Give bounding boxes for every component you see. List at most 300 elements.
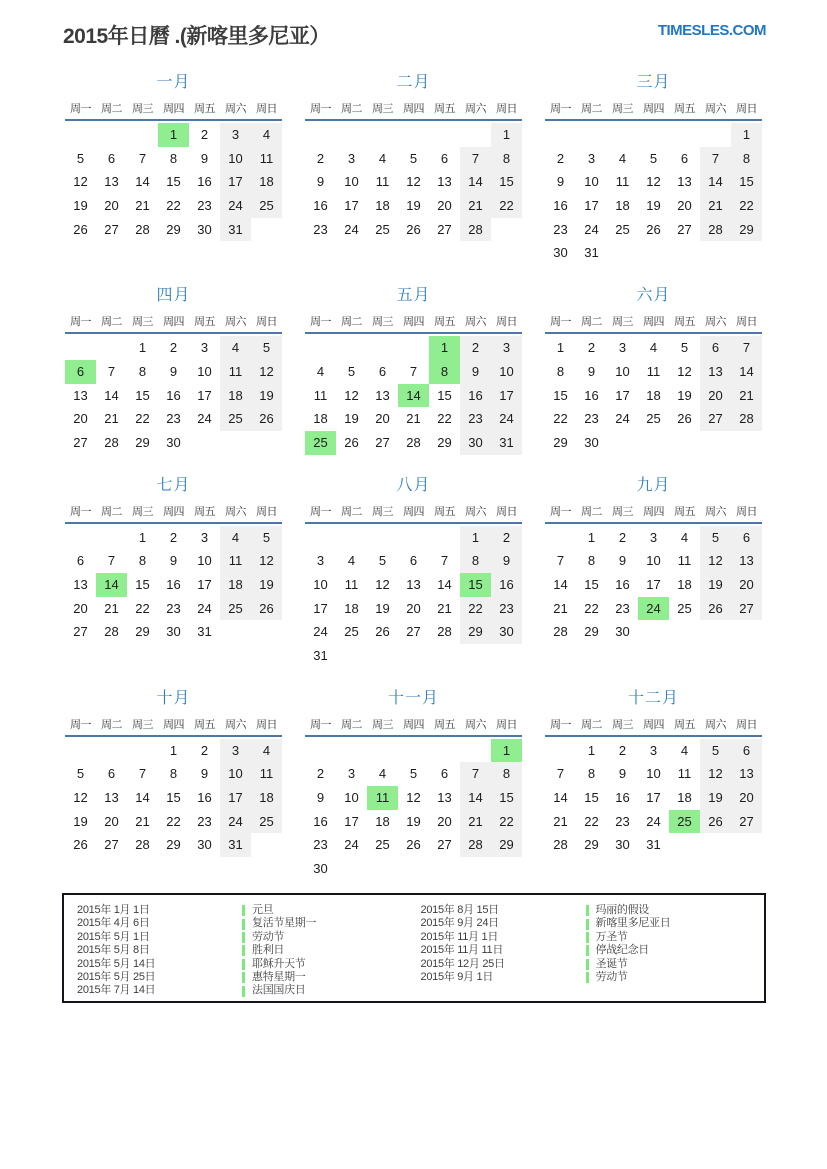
day-cell: 3	[347, 766, 356, 782]
day-cell	[545, 526, 576, 550]
day-cell	[189, 431, 220, 455]
day-cell: 25	[251, 194, 282, 218]
day-cell: 24	[313, 624, 328, 640]
weekday-label: 周四	[643, 103, 664, 115]
day-cell	[398, 123, 429, 147]
day-cell: 15	[491, 786, 522, 810]
day-cell: 15	[584, 576, 599, 592]
day-cell: 18	[220, 384, 251, 408]
day-cell: 30	[491, 620, 522, 644]
day-cell: 8	[587, 553, 596, 569]
day-cell: 15	[491, 170, 522, 194]
day-cell: 30	[584, 434, 599, 450]
weekday-header	[305, 716, 522, 737]
day-cell: 15	[135, 576, 150, 592]
day-cell	[251, 431, 282, 455]
day-cell	[731, 241, 762, 265]
day-cell: 28	[460, 833, 491, 857]
day-cell: 27	[73, 434, 88, 450]
day-cell: 27	[104, 221, 119, 237]
weekday-label: 周一	[70, 316, 91, 329]
holiday-legend	[62, 893, 766, 1003]
day-cell: 21	[135, 813, 150, 829]
day-cell: 13	[700, 360, 731, 384]
weekday-label: 周二	[101, 505, 122, 518]
day-cell: 23	[553, 221, 568, 237]
weekday-label: 周四	[163, 505, 184, 518]
weekday-label: 周四	[403, 505, 424, 518]
weekday-label: 周日	[256, 103, 277, 115]
day-cell: 26	[677, 411, 692, 427]
day-cell: 3	[618, 340, 627, 356]
day-cell: 18	[251, 170, 282, 194]
day-cell	[96, 526, 127, 550]
day-cell: 6	[65, 360, 96, 384]
holiday-date: 2015年 1月 1日	[77, 904, 150, 916]
day-cell: 13	[437, 790, 452, 806]
day-cell: 12	[73, 790, 88, 806]
day-cell: 16	[197, 174, 212, 190]
day-cell: 4	[649, 340, 658, 356]
day-cell: 9	[200, 766, 209, 782]
holiday-date: 2015年 4月 6日	[77, 917, 150, 930]
holiday-marker-icon	[242, 919, 245, 930]
month-7	[65, 477, 282, 644]
day-cell: 16	[166, 387, 181, 403]
day-cell: 27	[731, 597, 762, 621]
day-cell: 24	[197, 411, 212, 427]
weekday-header	[545, 313, 762, 334]
day-cell: 3	[220, 739, 251, 763]
day-cell: 14	[460, 786, 491, 810]
holiday-marker-icon	[242, 986, 245, 997]
day-cell: 19	[406, 813, 421, 829]
legend-entry	[421, 917, 765, 930]
day-cell: 20	[677, 198, 692, 214]
day-cell: 13	[406, 576, 421, 592]
day-cell: 16	[584, 387, 599, 403]
day-cell: 9	[618, 553, 627, 569]
weekday-label: 周一	[550, 103, 571, 115]
day-cell: 2	[169, 340, 178, 356]
day-cell: 8	[460, 549, 491, 573]
day-cell: 22	[460, 597, 491, 621]
day-cell: 26	[344, 434, 359, 450]
day-cell: 24	[646, 813, 661, 829]
day-cell: 18	[251, 786, 282, 810]
day-cell: 13	[731, 762, 762, 786]
weekday-label: 周二	[341, 316, 362, 329]
day-cell: 22	[584, 813, 599, 829]
day-cell: 25	[305, 431, 336, 455]
day-cell	[545, 123, 576, 147]
day-cell	[127, 123, 158, 147]
day-cell: 10	[646, 766, 661, 782]
day-cell: 28	[104, 434, 119, 450]
day-cell	[336, 739, 367, 763]
months-grid	[65, 74, 762, 881]
day-cell: 12	[646, 174, 661, 190]
day-cell: 23	[491, 597, 522, 621]
weekday-label: 周五	[434, 505, 455, 518]
days-grid	[65, 123, 282, 241]
month-title: 九月	[636, 476, 671, 494]
day-cell: 2	[316, 150, 325, 166]
weekday-label: 周二	[101, 103, 122, 115]
weekday-label: 周六	[225, 505, 246, 518]
day-cell: 6	[731, 526, 762, 550]
day-cell: 23	[197, 198, 212, 214]
month-title: 八月	[396, 476, 431, 494]
legend-entry	[421, 944, 765, 957]
day-cell: 29	[460, 620, 491, 644]
weekday-label: 周一	[550, 316, 571, 329]
day-cell	[491, 644, 522, 668]
month-title: 四月	[156, 287, 191, 305]
holiday-marker-icon	[586, 932, 589, 943]
day-cell: 1	[138, 529, 147, 545]
day-cell: 9	[316, 174, 325, 190]
weekday-label: 周二	[581, 505, 602, 518]
day-cell: 23	[460, 407, 491, 431]
day-cell: 20	[406, 600, 421, 616]
days-grid	[545, 336, 762, 454]
day-cell: 31	[197, 624, 212, 640]
day-cell: 19	[677, 387, 692, 403]
day-cell	[460, 739, 491, 763]
day-cell: 29	[135, 624, 150, 640]
weekday-label: 周四	[643, 316, 664, 329]
holiday-date: 2015年 11月 1日	[420, 930, 499, 943]
day-cell: 4	[378, 150, 387, 166]
day-cell: 1	[731, 123, 762, 147]
day-cell	[305, 336, 336, 360]
day-cell: 10	[220, 147, 251, 171]
weekday-label: 周三	[372, 103, 393, 115]
day-cell: 27	[73, 624, 88, 640]
day-cell: 20	[73, 411, 88, 427]
weekday-label: 周日	[256, 316, 277, 329]
day-cell: 9	[200, 150, 209, 166]
holiday-name	[242, 984, 306, 997]
holiday-name	[586, 971, 628, 984]
day-cell: 12	[406, 790, 421, 806]
weekday-header	[65, 313, 282, 334]
days-grid	[305, 526, 522, 668]
days-grid	[65, 526, 282, 644]
day-cell: 3	[347, 150, 356, 166]
weekday-label: 周五	[674, 505, 695, 518]
day-cell: 28	[731, 407, 762, 431]
day-cell: 22	[491, 194, 522, 218]
day-cell	[398, 739, 429, 763]
weekday-label: 周五	[194, 316, 215, 329]
holiday-name-text: 劳动节	[595, 971, 628, 984]
day-cell: 15	[731, 170, 762, 194]
day-cell: 7	[107, 553, 116, 569]
weekday-header	[65, 716, 282, 737]
day-cell: 3	[649, 742, 658, 758]
weekday-label: 周四	[643, 718, 664, 731]
day-cell: 5	[76, 150, 85, 166]
day-cell: 27	[700, 407, 731, 431]
day-cell	[336, 526, 367, 550]
day-cell: 16	[615, 790, 630, 806]
day-cell: 7	[409, 363, 418, 379]
day-cell: 10	[646, 553, 661, 569]
day-cell: 25	[646, 411, 661, 427]
weekday-label: 周日	[736, 103, 757, 115]
day-cell: 6	[700, 336, 731, 360]
day-cell: 12	[251, 549, 282, 573]
weekday-label: 周五	[674, 103, 695, 115]
weekday-label: 周日	[736, 505, 757, 518]
day-cell: 2	[618, 742, 627, 758]
month-title: 七月	[156, 476, 191, 494]
day-cell: 29	[166, 221, 181, 237]
holiday-name-text: 圣诞节	[595, 957, 628, 970]
day-cell: 15	[460, 573, 491, 597]
holiday-name-text: 法国国庆日	[252, 984, 306, 997]
day-cell: 16	[615, 576, 630, 592]
site-link[interactable]: TIMESLES.COM	[657, 22, 766, 39]
day-cell	[96, 739, 127, 763]
day-cell: 15	[166, 174, 181, 190]
holiday-name-text: 新喀里多尼亚日	[595, 917, 671, 930]
day-cell: 27	[437, 221, 452, 237]
day-cell: 8	[169, 150, 178, 166]
month-5	[305, 287, 522, 454]
weekday-label: 周六	[465, 103, 486, 115]
day-cell	[336, 123, 367, 147]
day-cell: 19	[646, 198, 661, 214]
month-title: 一月	[156, 74, 191, 91]
weekday-header	[305, 100, 522, 121]
page-header	[63, 20, 766, 50]
day-cell: 2	[587, 340, 596, 356]
day-cell: 2	[460, 336, 491, 360]
day-cell: 26	[406, 837, 421, 853]
day-cell: 6	[107, 150, 116, 166]
day-cell: 27	[104, 837, 119, 853]
day-cell: 29	[553, 434, 568, 450]
day-cell: 24	[638, 597, 669, 621]
holiday-date: 2015年 5月 25日	[77, 971, 156, 984]
day-cell: 26	[375, 624, 390, 640]
day-cell: 16	[166, 576, 181, 592]
day-cell: 8	[587, 766, 596, 782]
day-cell: 13	[437, 174, 452, 190]
day-cell	[367, 644, 398, 668]
day-cell: 14	[96, 573, 127, 597]
day-cell: 26	[700, 597, 731, 621]
day-cell: 2	[618, 529, 627, 545]
day-cell: 27	[677, 221, 692, 237]
day-cell: 17	[197, 576, 212, 592]
day-cell: 8	[491, 762, 522, 786]
day-cell: 14	[135, 790, 150, 806]
day-cell: 11	[677, 766, 692, 782]
day-cell: 27	[406, 624, 421, 640]
day-cell	[305, 123, 336, 147]
day-cell: 7	[556, 766, 565, 782]
weekday-label: 周三	[372, 316, 393, 329]
day-cell: 29	[166, 837, 181, 853]
day-cell: 25	[220, 597, 251, 621]
holiday-date: 2015年 11月 11日	[420, 944, 504, 957]
day-cell	[398, 857, 429, 881]
holiday-name	[242, 958, 306, 971]
day-cell	[429, 644, 460, 668]
day-cell	[367, 857, 398, 881]
weekday-label: 周五	[434, 103, 455, 115]
day-cell: 11	[220, 360, 251, 384]
day-cell: 26	[73, 221, 88, 237]
weekday-label: 周六	[225, 103, 246, 115]
holiday-date: 2015年 5月 8日	[77, 944, 150, 957]
day-cell	[731, 833, 762, 857]
day-cell: 8	[731, 147, 762, 171]
day-cell: 11	[615, 174, 630, 190]
weekday-header	[305, 313, 522, 334]
month-11	[305, 690, 522, 881]
day-cell: 25	[344, 624, 359, 640]
day-cell: 30	[460, 431, 491, 455]
day-cell: 7	[700, 147, 731, 171]
weekday-label: 周五	[194, 718, 215, 731]
day-cell: 19	[700, 573, 731, 597]
day-cell: 24	[491, 407, 522, 431]
day-cell	[491, 857, 522, 881]
day-cell: 3	[200, 529, 209, 545]
day-cell: 29	[135, 434, 150, 450]
day-cell: 17	[220, 786, 251, 810]
weekday-label: 周二	[341, 103, 362, 115]
weekday-label: 周六	[705, 103, 726, 115]
day-cell: 9	[587, 363, 596, 379]
day-cell: 24	[584, 221, 599, 237]
day-cell	[669, 431, 700, 455]
day-cell	[607, 241, 638, 265]
day-cell: 16	[491, 573, 522, 597]
day-cell: 23	[584, 411, 599, 427]
day-cell: 29	[584, 837, 599, 853]
day-cell: 4	[618, 150, 627, 166]
holiday-name-text: 元旦	[252, 904, 274, 916]
day-cell: 11	[344, 576, 359, 592]
day-cell: 31	[313, 648, 328, 663]
day-cell: 7	[460, 762, 491, 786]
weekday-label: 周六	[705, 316, 726, 329]
weekday-label: 周日	[256, 718, 277, 731]
day-cell: 19	[251, 573, 282, 597]
day-cell: 30	[197, 837, 212, 853]
day-cell: 7	[107, 363, 116, 379]
day-cell: 22	[553, 411, 568, 427]
holiday-marker-icon	[586, 905, 589, 916]
weekday-label: 周一	[550, 505, 571, 518]
day-cell: 15	[437, 387, 452, 403]
holiday-marker-icon	[242, 959, 245, 970]
day-cell: 24	[344, 221, 359, 237]
holiday-marker-icon	[586, 959, 589, 970]
day-cell: 17	[584, 198, 599, 214]
day-cell: 31	[220, 218, 251, 242]
month-3	[545, 74, 762, 265]
day-cell: 19	[375, 600, 390, 616]
day-cell: 31	[491, 431, 522, 455]
day-cell	[669, 241, 700, 265]
day-cell: 22	[584, 600, 599, 616]
day-cell: 23	[615, 813, 630, 829]
day-cell: 13	[104, 174, 119, 190]
day-cell: 16	[553, 198, 568, 214]
month-2	[305, 74, 522, 241]
day-cell: 17	[313, 600, 328, 616]
weekday-label: 周日	[256, 505, 277, 518]
weekday-label: 周三	[612, 505, 633, 518]
holiday-name	[586, 904, 650, 917]
day-cell: 18	[375, 198, 390, 214]
day-cell: 5	[700, 526, 731, 550]
weekday-label: 周二	[341, 718, 362, 731]
day-cell: 20	[700, 384, 731, 408]
weekday-label: 周六	[465, 316, 486, 329]
day-cell: 14	[135, 174, 150, 190]
weekday-label: 周六	[705, 505, 726, 518]
day-cell: 20	[731, 573, 762, 597]
day-cell: 3	[587, 150, 596, 166]
weekday-label: 周日	[496, 505, 517, 518]
day-cell: 6	[76, 553, 85, 569]
day-cell: 7	[556, 553, 565, 569]
day-cell: 18	[220, 573, 251, 597]
day-cell: 29	[731, 218, 762, 242]
holiday-date: 2015年 8月 15日	[420, 904, 499, 916]
legend-entry	[77, 917, 421, 930]
day-cell	[336, 857, 367, 881]
day-cell: 29	[584, 624, 599, 640]
day-cell: 8	[556, 363, 565, 379]
day-cell	[367, 123, 398, 147]
weekday-label: 周一	[310, 316, 331, 329]
day-cell: 20	[73, 600, 88, 616]
day-cell	[460, 857, 491, 881]
day-cell: 10	[615, 363, 630, 379]
day-cell: 13	[73, 576, 88, 592]
day-cell: 13	[73, 387, 88, 403]
legend-entry	[77, 958, 421, 971]
day-cell: 12	[700, 762, 731, 786]
day-cell: 28	[553, 624, 568, 640]
day-cell	[700, 431, 731, 455]
days-grid	[305, 739, 522, 881]
weekday-header	[545, 503, 762, 524]
day-cell: 1	[169, 742, 178, 758]
day-cell: 18	[344, 600, 359, 616]
holiday-name	[242, 917, 316, 930]
holiday-date: 2015年 9月 1日	[420, 971, 494, 984]
weekday-header	[545, 100, 762, 121]
day-cell: 28	[406, 434, 421, 450]
day-cell: 17	[344, 813, 359, 829]
weekday-label: 周一	[70, 718, 91, 731]
day-cell: 8	[138, 363, 147, 379]
weekday-label: 周四	[403, 316, 424, 329]
day-cell: 4	[680, 742, 689, 758]
day-cell: 4	[347, 553, 356, 569]
day-cell: 14	[700, 170, 731, 194]
